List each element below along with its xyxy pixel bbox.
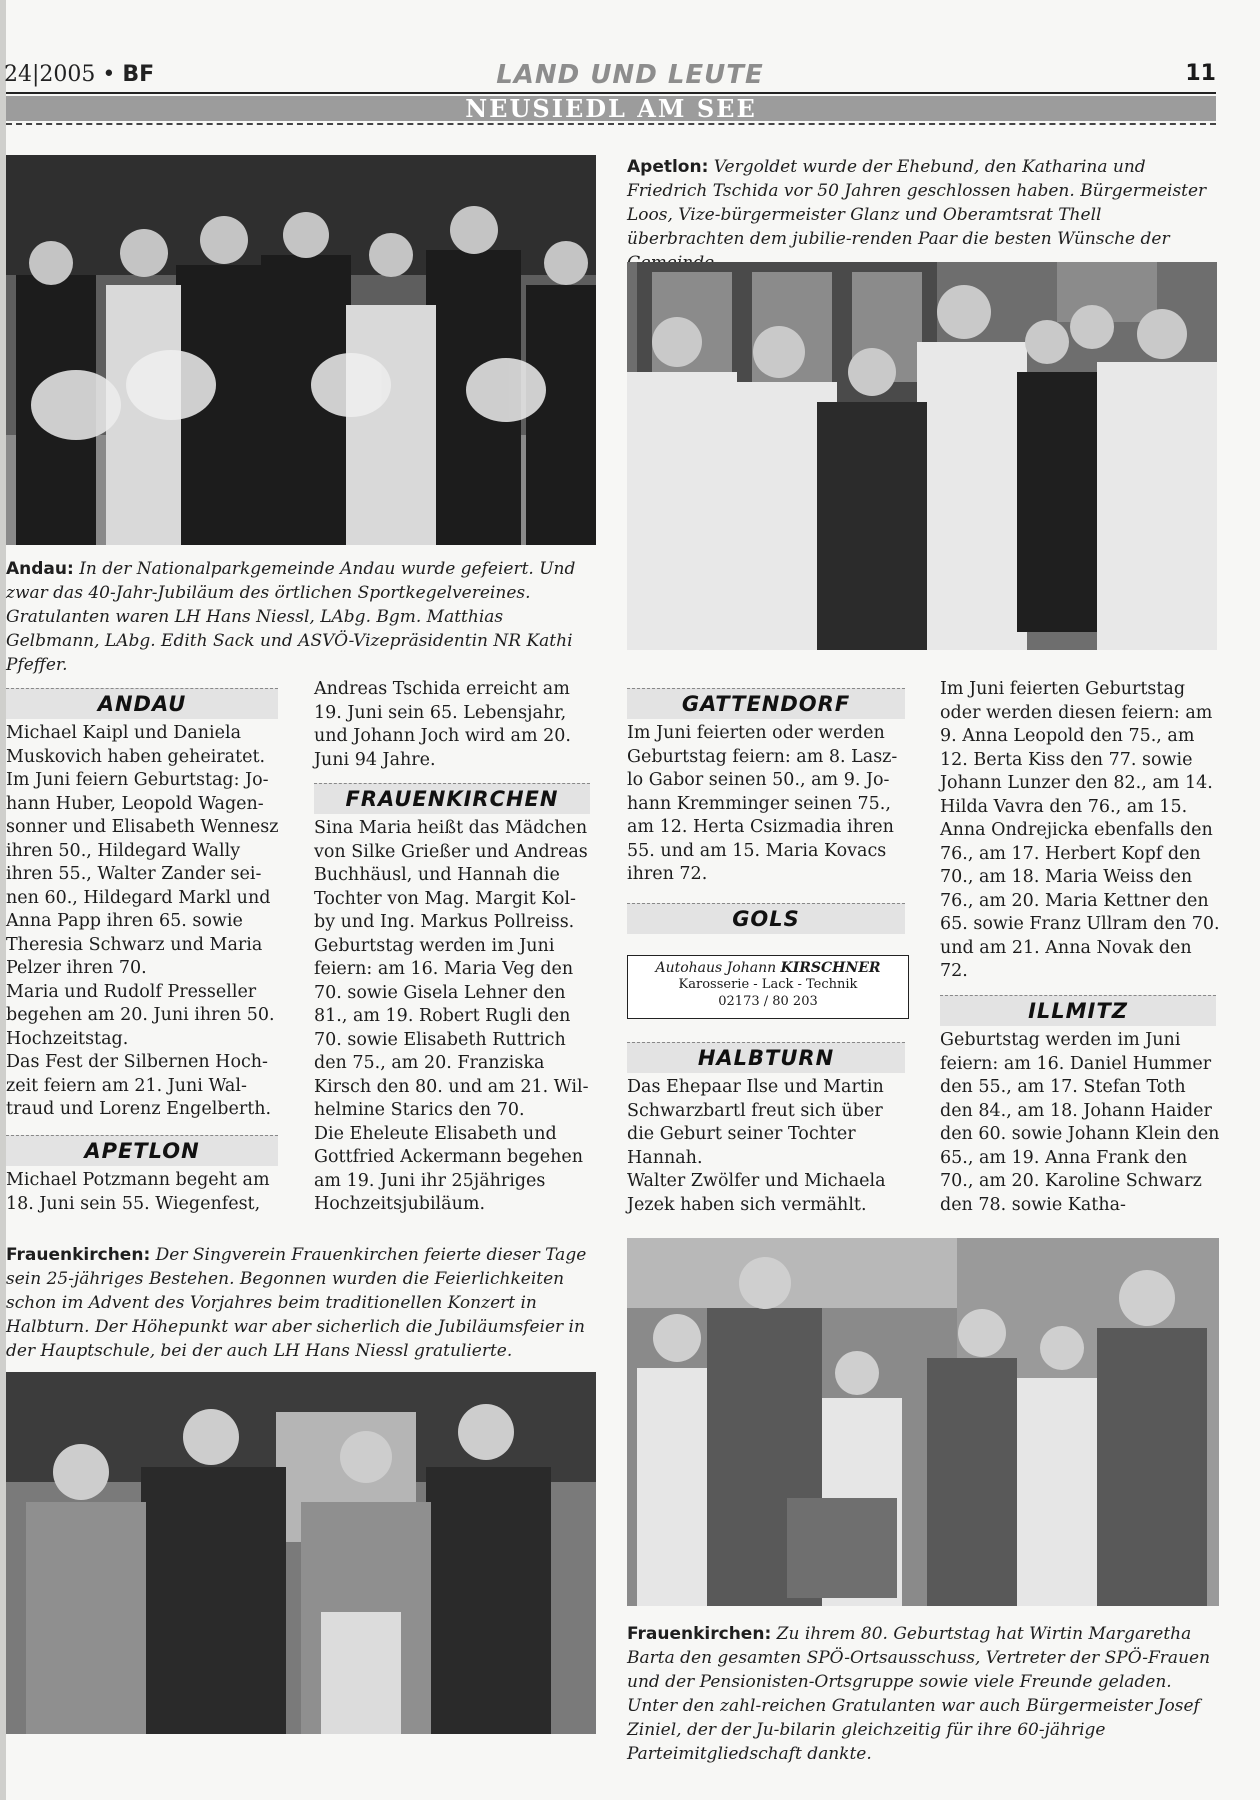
photo-andau-group — [6, 155, 596, 545]
region-banner: NEUSIEDL AM SEE — [6, 96, 1216, 121]
caption-frauenkirchen-barta — [627, 1622, 1222, 1766]
text-andau: Michael Kaipl und Daniela Muskovich haben geheiratet. Im Juni feiern Geburtstag: Jo-hann Huber, Leopold Wagen-sonner und Elisabeth Wennesz ihren 50., Hildegard Wally ihren 55., Walter Zander sei-nen 60., Hildegard Markl und Anna Papp ihren 65. sowie Theresia Schwarz und Maria Pelzer ihren 70. Maria und Rudolf Presseller begehen am 20. Juni ihren 50. Hochzeitstag. Das Fest der Silbernen Hoch-zeit feiern am 21. Juni Wal-traud und Lorenz Engelberth. — [6, 723, 279, 1119]
photo-apetlon-golden-wedding — [627, 262, 1217, 650]
caption-barta-text: Zu ihrem 80. Geburtstag hat Wirtin Margaretha Barta den gesamten SPÖ-Ortsausschuss, Vertreter der SPÖ-Frauen und der Pensionisten-Ortsgruppe sowie viele Freunde geladen. Unter den zahl-reichen Gratulanten war auch Bürgermeister Josef Ziniel, der der Ju-bilarin gleichzeitig für ihre 60-jährige Parteimitgliedschaft dankte. — [627, 1624, 1211, 1764]
ad-name: KIRSCHNER — [780, 960, 881, 976]
section-head-andau: ANDAU — [6, 688, 278, 719]
ad-title — [628, 960, 908, 976]
text-apetlon-continued: Andreas Tschida erreicht am 19. Juni sein 65. Lebensjahr, und Johann Joch wird am 20. Juni 94 Jahre. — [314, 679, 571, 770]
section-head-gols: GOLS — [627, 903, 905, 934]
text-apetlon: Michael Potzmann begeht am 18. Juni sein 55. Wiegenfest, — [6, 1170, 270, 1214]
ad-autohaus-kirschner — [627, 955, 909, 1019]
page-number: 11 — [1185, 61, 1216, 86]
caption-barta-label: Frauenkirchen: — [627, 1624, 772, 1644]
publication-abbrev: BF — [122, 62, 155, 87]
section-head-frauenkirchen: FRAUENKIRCHEN — [314, 783, 590, 814]
caption-singverein-label: Frauenkirchen: — [6, 1245, 151, 1265]
text-gols: Im Juni feierten Geburtstag oder werden diesen feiern: am 9. Anna Leopold den 75., am 12. Berta Kiss den 77. sowie Johann Lunzer den 82., am 14. Hilda Vavra den 76., am 15. Anna Ondrejicka ebenfalls den 76., am 17. Herbert Kopf den 70., am 18. Maria Weiss den 76., am 20. Maria Kettner den 65. sowie Franz Ullram den 70. und am 21. Anna Novak den 72. — [940, 679, 1220, 981]
ad-prefix: Autohaus Johann — [655, 960, 777, 976]
caption-singverein-text: Der Singverein Frauenkirchen feierte dieser Tage sein 25-jähriges Bestehen. Begonnen wurden die Feierlichkeiten schon im Advent des Vorjahres beim traditionellen Konzert in Halbturn. Der Höhepunkt war aber sicherlich die Jubiläumsfeier in der Hauptschule, bei der auch LH Hans Niessl gratulierte. — [6, 1245, 587, 1361]
section-head-apetlon: APETLON — [6, 1135, 278, 1166]
ad-services: Karosserie - Lack - Technik — [678, 977, 858, 992]
text-halbturn: Das Ehepaar Ilse und Martin Schwarzbartl freut sich über die Geburt seiner Tochter Hannah. Walter Zwölfer und Michaela Jezek haben sich vermählt. — [627, 1077, 886, 1215]
ad-phone: 02173 / 80 203 — [718, 994, 818, 1009]
text-illmitz: Geburtstag werden im Juni feiern: am 16. Daniel Hummer den 55., am 17. Stefan Toth den 84., am 18. Johann Haider den 60. sowie Johann Klein den 65., am 19. Anna Frank den 70., am 20. Karoline Schwarz den 78. sowie Katha- — [940, 1030, 1220, 1215]
photo-barta-birthday — [627, 1238, 1219, 1606]
text-gattendorf: Im Juni feierten oder werden Geburtstag feiern: am 8. Lasz-lo Gabor seinen 50., am 9. Jo-hann Kremminger seinen 75., am 12. Herta Csizmadia ihren 55. und am 15. Maria Kovacs ihren 72. — [627, 723, 898, 884]
text-frauenkirchen: Sina Maria heißt das Mädchen von Silke Grießer und Andreas Buchhäusl, und Hannah die Tochter von Mag. Margit Kol-by und Ing. Markus Pollreiss. Geburtstag werden im Juni feiern: am 16. Maria Veg den 70. sowie Gisela Lehner den 81., am 19. Robert Rugli den 70. sowie Elisabeth Ruttrich den 75., am 20. Franziska Kirsch den 80. und am 21. Wil-helmine Starics den 70. Die Eheleute Elisabeth und Gottfried Ackermann begehen am 19. Juni ihr 25jähriges Hochzeitsjubiläum. — [314, 818, 589, 1214]
section-head-illmitz: ILLMITZ — [940, 995, 1216, 1026]
caption-andau — [6, 557, 596, 677]
bullet: • — [102, 62, 116, 87]
caption-andau-label: Andau: — [6, 559, 74, 579]
caption-frauenkirchen-singverein — [6, 1243, 596, 1363]
caption-andau-text: In der Nationalparkgemeinde Andau wurde gefeiert. Und zwar das 40-Jahr-Jubiläum des örtlichen Sportkegelvereines. Gratulanten waren LH Hans Niessl, LAbg. Bgm. Matthias Gelbmann, LAbg. Edith Sack und ASVÖ-Vizepräsidentin NR Kathi Pfeffer. — [6, 559, 576, 675]
section-head-halbturn: HALBTURN — [627, 1042, 905, 1073]
section-title: LAND UND LEUTE — [496, 60, 764, 90]
caption-apetlon-label: Apetlon: — [627, 157, 709, 177]
caption-apetlon — [627, 155, 1217, 275]
caption-apetlon-text: Vergoldet wurde der Ehebund, den Katharina und Friedrich Tschida vor 50 Jahren geschlossen haben. Bürgermeister Loos, Vize-bürgermeister Glanz und Oberamtsrat Thell überbrachten dem jubilie-renden Paar die besten Wünsche der — [627, 157, 1207, 249]
issue-number: 24|2005 — [4, 62, 96, 87]
photo-singverein — [6, 1372, 596, 1734]
section-head-gattendorf: GATTENDORF — [627, 688, 905, 719]
banner-dashed-rule — [6, 123, 1216, 125]
